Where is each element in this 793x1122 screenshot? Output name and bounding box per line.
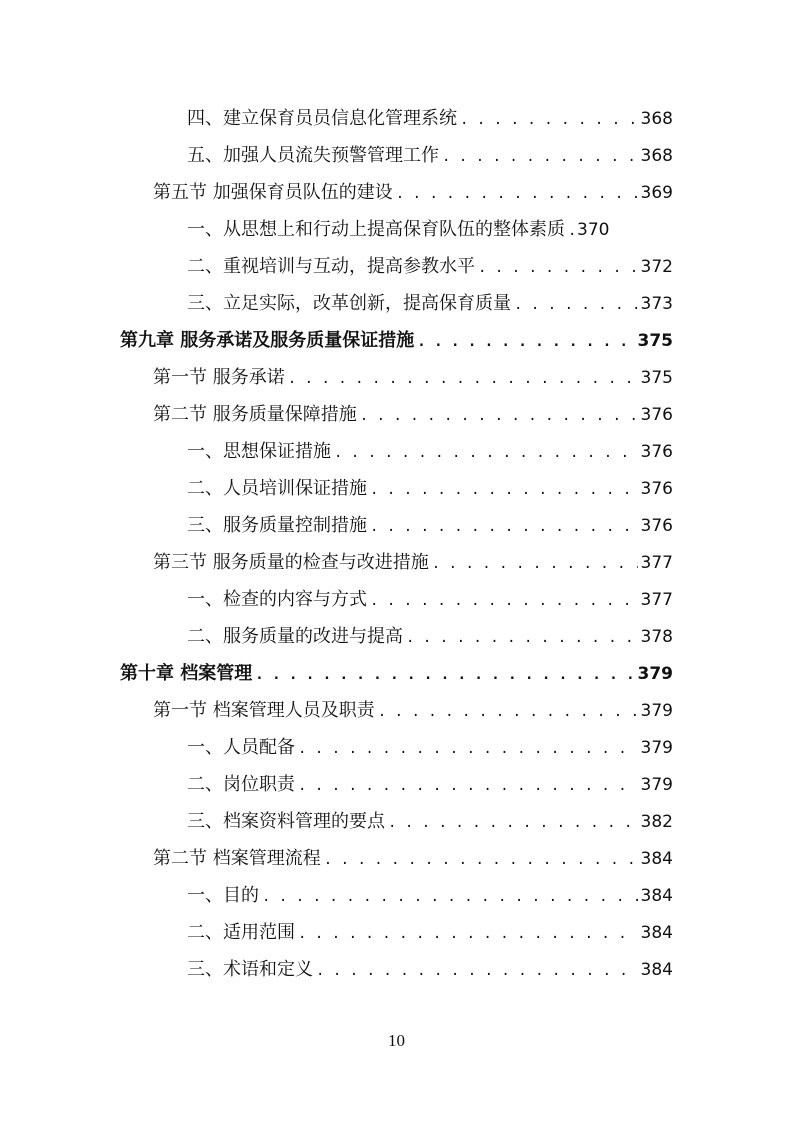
toc-entry[interactable] xyxy=(187,433,673,470)
toc-entry-page: 372 xyxy=(640,257,673,277)
toc-entry-page: 382 xyxy=(640,812,673,832)
leader-dots xyxy=(324,842,638,879)
toc-entry-page: 376 xyxy=(640,516,673,536)
toc-entry-page: 377 xyxy=(640,553,673,573)
toc-entry-label: 二、岗位职责 xyxy=(187,774,295,795)
toc-entry-label: 第一节 服务承诺 xyxy=(153,367,285,388)
toc-entry-label: 一、人员配备 xyxy=(187,737,295,758)
leader-dots xyxy=(388,805,638,842)
toc-entry[interactable] xyxy=(187,137,673,174)
leader-dots xyxy=(478,250,638,287)
leader-dots xyxy=(406,620,638,657)
leader-dots xyxy=(370,472,638,509)
toc-entry[interactable] xyxy=(187,100,673,137)
leader-dots xyxy=(432,546,638,583)
toc-entry[interactable] xyxy=(187,914,673,951)
leader-dots xyxy=(417,324,634,361)
toc-entry[interactable] xyxy=(187,729,673,766)
toc-entry-label: 一、思想保证措施 xyxy=(187,441,331,462)
leader-dots xyxy=(298,916,638,953)
leader-dots xyxy=(298,768,638,805)
leader-dots xyxy=(568,213,574,250)
leader-dots xyxy=(396,176,638,213)
toc-entry-page: 379 xyxy=(637,664,673,684)
toc-entry-page: 368 xyxy=(640,109,673,129)
toc-entry-label: 第二节 服务质量保障措施 xyxy=(153,404,357,425)
toc-entry-page: 376 xyxy=(640,405,673,425)
toc-entry-page: 379 xyxy=(640,738,673,758)
toc-entry-page: 373 xyxy=(640,294,673,314)
leader-dots xyxy=(378,694,638,731)
toc-entry-label: 三、档案资料管理的要点 xyxy=(187,811,385,832)
toc-entry[interactable] xyxy=(187,877,673,914)
leader-dots xyxy=(316,953,638,990)
toc-entry-label: 二、适用范围 xyxy=(187,922,295,943)
toc-entry-label: 三、服务质量控制措施 xyxy=(187,515,367,536)
toc-entry-page: 379 xyxy=(640,775,673,795)
leader-dots xyxy=(460,102,638,139)
toc-entry-page: 368 xyxy=(640,146,673,166)
toc-entry[interactable] xyxy=(153,544,673,581)
leader-dots xyxy=(370,583,638,620)
toc-entry-label: 五、加强人员流失预警管理工作 xyxy=(187,145,439,166)
toc-entry-label: 一、从思想上和行动上提高保育队伍的整体素质 xyxy=(187,219,565,240)
toc-entry-page: 370 xyxy=(577,220,610,240)
toc-entry-page: 384 xyxy=(640,886,673,906)
toc-entry-label: 一、目的 xyxy=(187,885,259,906)
leader-dots xyxy=(370,509,638,546)
toc-entry[interactable] xyxy=(187,248,673,285)
toc-entry-page: 384 xyxy=(640,849,673,869)
leader-dots xyxy=(255,657,634,694)
leader-dots xyxy=(288,361,638,398)
toc-entry[interactable] xyxy=(187,470,673,507)
toc-entry[interactable] xyxy=(153,840,673,877)
toc-entry-page: 377 xyxy=(640,590,673,610)
toc-entry-label: 二、人员培训保证措施 xyxy=(187,478,367,499)
toc-entry[interactable] xyxy=(187,766,673,803)
toc-entry-page: 375 xyxy=(640,368,673,388)
toc-entry-label: 第一节 档案管理人员及职责 xyxy=(153,700,375,721)
leader-dots xyxy=(334,435,638,472)
toc-entry[interactable] xyxy=(187,581,673,618)
toc-entry[interactable] xyxy=(153,396,673,433)
toc-entry-label: 第九章 服务承诺及服务质量保证措施 xyxy=(120,330,415,351)
toc-entry[interactable] xyxy=(187,285,673,322)
toc-entry[interactable] xyxy=(187,951,673,988)
toc-entry-label: 三、术语和定义 xyxy=(187,959,313,980)
toc-entry-page: 384 xyxy=(640,960,673,980)
toc-entry-page: 376 xyxy=(640,442,673,462)
toc-chapter-entry[interactable] xyxy=(120,655,673,692)
toc-entry-label: 第五节 加强保育员队伍的建设 xyxy=(153,182,393,203)
toc-entry-label: 第三节 服务质量的检查与改进措施 xyxy=(153,552,429,573)
toc-entry-label: 第十章 档案管理 xyxy=(120,663,253,684)
toc-entry-label: 第二节 档案管理流程 xyxy=(153,848,321,869)
toc-entry-page: 369 xyxy=(640,183,673,203)
toc-entry-label: 二、服务质量的改进与提高 xyxy=(187,626,403,647)
leader-dots xyxy=(298,731,638,768)
toc-entry[interactable] xyxy=(187,618,673,655)
toc-entry-label: 四、建立保育员员信息化管理系统 xyxy=(187,108,457,129)
toc-entry-page: 379 xyxy=(640,701,673,721)
toc-entry-label: 三、立足实际，改革创新，提高保育质量 xyxy=(187,293,511,314)
toc-entry-page: 375 xyxy=(637,331,673,351)
toc-entry-page: 376 xyxy=(640,479,673,499)
toc-entry-label: 二、重视培训与互动，提高参教水平 xyxy=(187,256,475,277)
toc-entry[interactable] xyxy=(187,507,673,544)
leader-dots xyxy=(514,287,638,324)
toc-entry[interactable] xyxy=(187,803,673,840)
toc-entry-label: 一、检查的内容与方式 xyxy=(187,589,367,610)
toc-entry[interactable] xyxy=(153,692,673,729)
toc-entry-page: 384 xyxy=(640,923,673,943)
leader-dots xyxy=(442,139,638,176)
toc-entry[interactable] xyxy=(153,359,673,396)
leader-dots xyxy=(360,398,638,435)
toc-chapter-entry[interactable] xyxy=(120,322,673,359)
toc-entry-page: 378 xyxy=(640,627,673,647)
page-number: 10 xyxy=(388,1031,405,1050)
leader-dots xyxy=(262,879,638,916)
toc-entry[interactable] xyxy=(153,174,673,211)
toc-entry[interactable] xyxy=(187,211,673,248)
